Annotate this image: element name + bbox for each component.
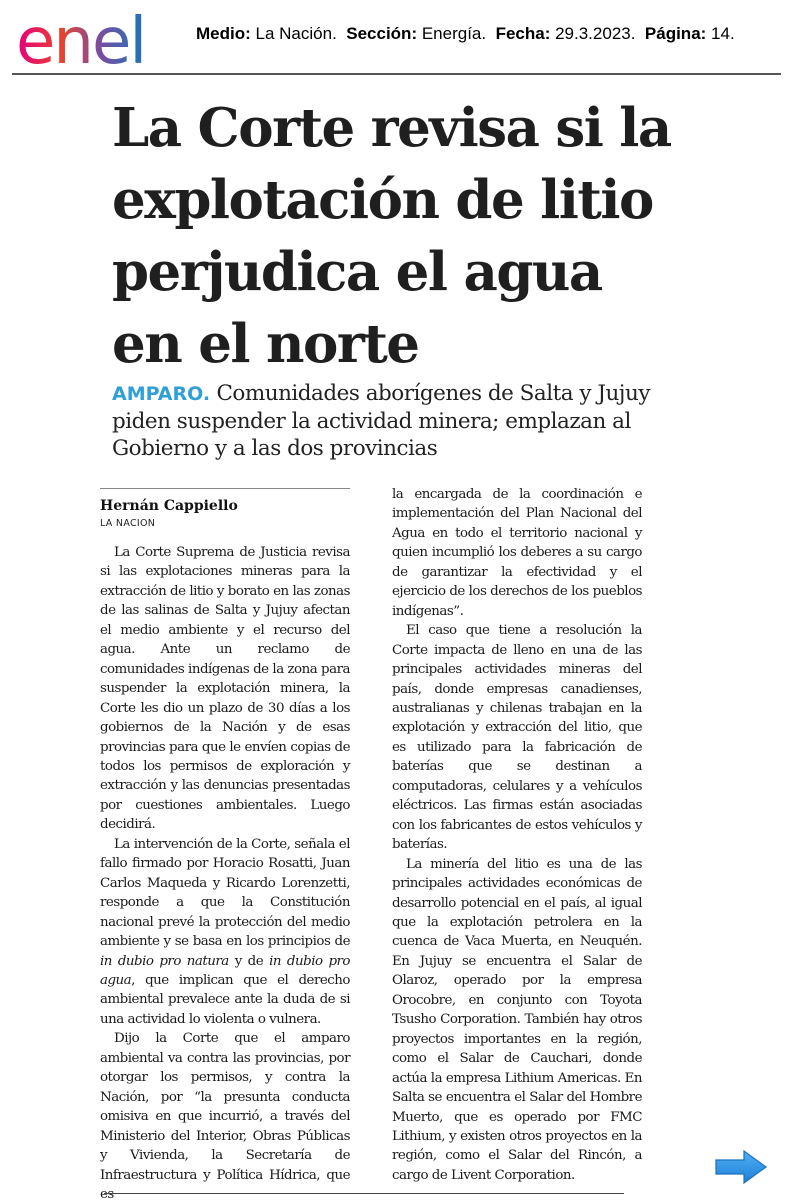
seccion-label: Sección: bbox=[346, 24, 418, 43]
arrow-right-icon[interactable] bbox=[714, 1148, 768, 1186]
enel-logo bbox=[14, 8, 179, 70]
latin-phrase: in dubio pro natura bbox=[100, 953, 229, 969]
article-author: Hernán Cappiello bbox=[100, 498, 238, 514]
article-headline: La Corte revisa si la explotación de litio perjudica el agua en el norte bbox=[112, 97, 671, 375]
fecha-label: Fecha: bbox=[495, 24, 551, 43]
paragraph-text: y de bbox=[228, 953, 270, 969]
paragraph: la encargada de la coordinación e implementación del Plan Nacional del Agua en todo el territorio nacional y quien incumplió los deberes a su cargo de garantizar la efectividad y el ejercicio de los derechos de los pueblos indígenas”. bbox=[392, 487, 642, 619]
paragraph: La minería del litio es una de las principales actividades económicas de desarrollo potencial en el país, al igual que la explotación petrolera en la cuenca de Vaca Muerta, en Neuquén. En Jujuy se encuentra el Salar de Olaroz, operado por la empresa Orocobre, en conjunto con Toyota Tsusho Corporation. También hay otros proyectos importantes en la región, como el Salar de Cauchari, donde actúa la empresa Lithium Americas. En Salta se encuentra el Salar del Hombre Muerto, que es operado por FMC Lithium, y existen otros proyectos en la región, como el Salar del Rincón, a cargo de Livent Corporation. bbox=[392, 856, 642, 1183]
latin-phrase: in dubio pro agua bbox=[100, 953, 350, 988]
article-source: LA NACION bbox=[100, 518, 156, 529]
seccion-value: Energía. bbox=[421, 24, 487, 43]
paragraph: Dijo la Corte que el amparo ambiental va contra las provincias, por otorgar los permisos, y contra la Nación, por “la presunta conducta omisiva en que incurrió, a través del Ministerio del Interior, Obras Públicas y Vivienda, la Secretaría de Infraestructura y Política Hídrica, que es bbox=[100, 1031, 350, 1202]
press-metadata bbox=[196, 24, 735, 44]
fecha-value: 29.3.2023. bbox=[555, 24, 636, 43]
pagina-label: Página: bbox=[644, 24, 707, 43]
medio-label: Medio: bbox=[196, 24, 251, 43]
article-deck bbox=[112, 380, 672, 462]
paragraph-text: La intervención de la Corte, señala el fallo firmado por Horacio Rosatti, Juan Carlos Maqueda y Ricardo Lorenzetti, responde a que la Constitución nacional prevé la protección del medio ambiente y se basa en los principios de bbox=[100, 836, 350, 950]
paragraph-text: , que implican que el derecho ambiental prevalece ante la duda de si una actividad lo violenta o vulnera. bbox=[100, 972, 350, 1027]
paragraph bbox=[100, 835, 350, 1030]
article-kicker: AMPARO. bbox=[112, 383, 211, 405]
pagina-value: 14. bbox=[711, 24, 735, 43]
header-divider bbox=[12, 73, 781, 75]
byline-divider bbox=[100, 488, 350, 489]
deck-text: Comunidades aborígenes de Salta y Jujuy piden suspender la actividad minera; emplazan al Gobierno y a las dos provincias bbox=[112, 381, 650, 461]
paragraph: El caso que tiene a resolución la Corte impacta de lleno en una de las principales actividades mineras del país, donde empresas canadienses, australianas y chilenas trabajan en la explotación y extracción del litio, que es utilizado para la fabricación de baterías que se destinan a computadoras, celulares y a vehículos eléctricos. Las firmas están asociadas con los fabricantes de estos vehículos y baterías. bbox=[392, 623, 642, 853]
medio-value: La Nación. bbox=[255, 24, 337, 43]
article-column-1 bbox=[100, 543, 350, 1204]
svg-text:enel: enel bbox=[16, 8, 146, 70]
footer-divider bbox=[104, 1193, 624, 1194]
article-column-2 bbox=[392, 485, 642, 1185]
paragraph: La Corte Suprema de Justicia revisa si las explotaciones mineras para la extracción de litio y borato en las zonas de las salinas de Salta y Jujuy afectan el medio ambiente y el recurso del agua. Ante un reclamo de comunidades indígenas de la zona para suspender la explotación minera, la Corte les dio un plazo de 30 días a los gobiernos de la Nación y de esas provincias para que le envíen copias de todos los permisos de exploración y extracción y las denuncias presentadas por cuestiones ambientales. Luego decidirá. bbox=[100, 545, 350, 833]
